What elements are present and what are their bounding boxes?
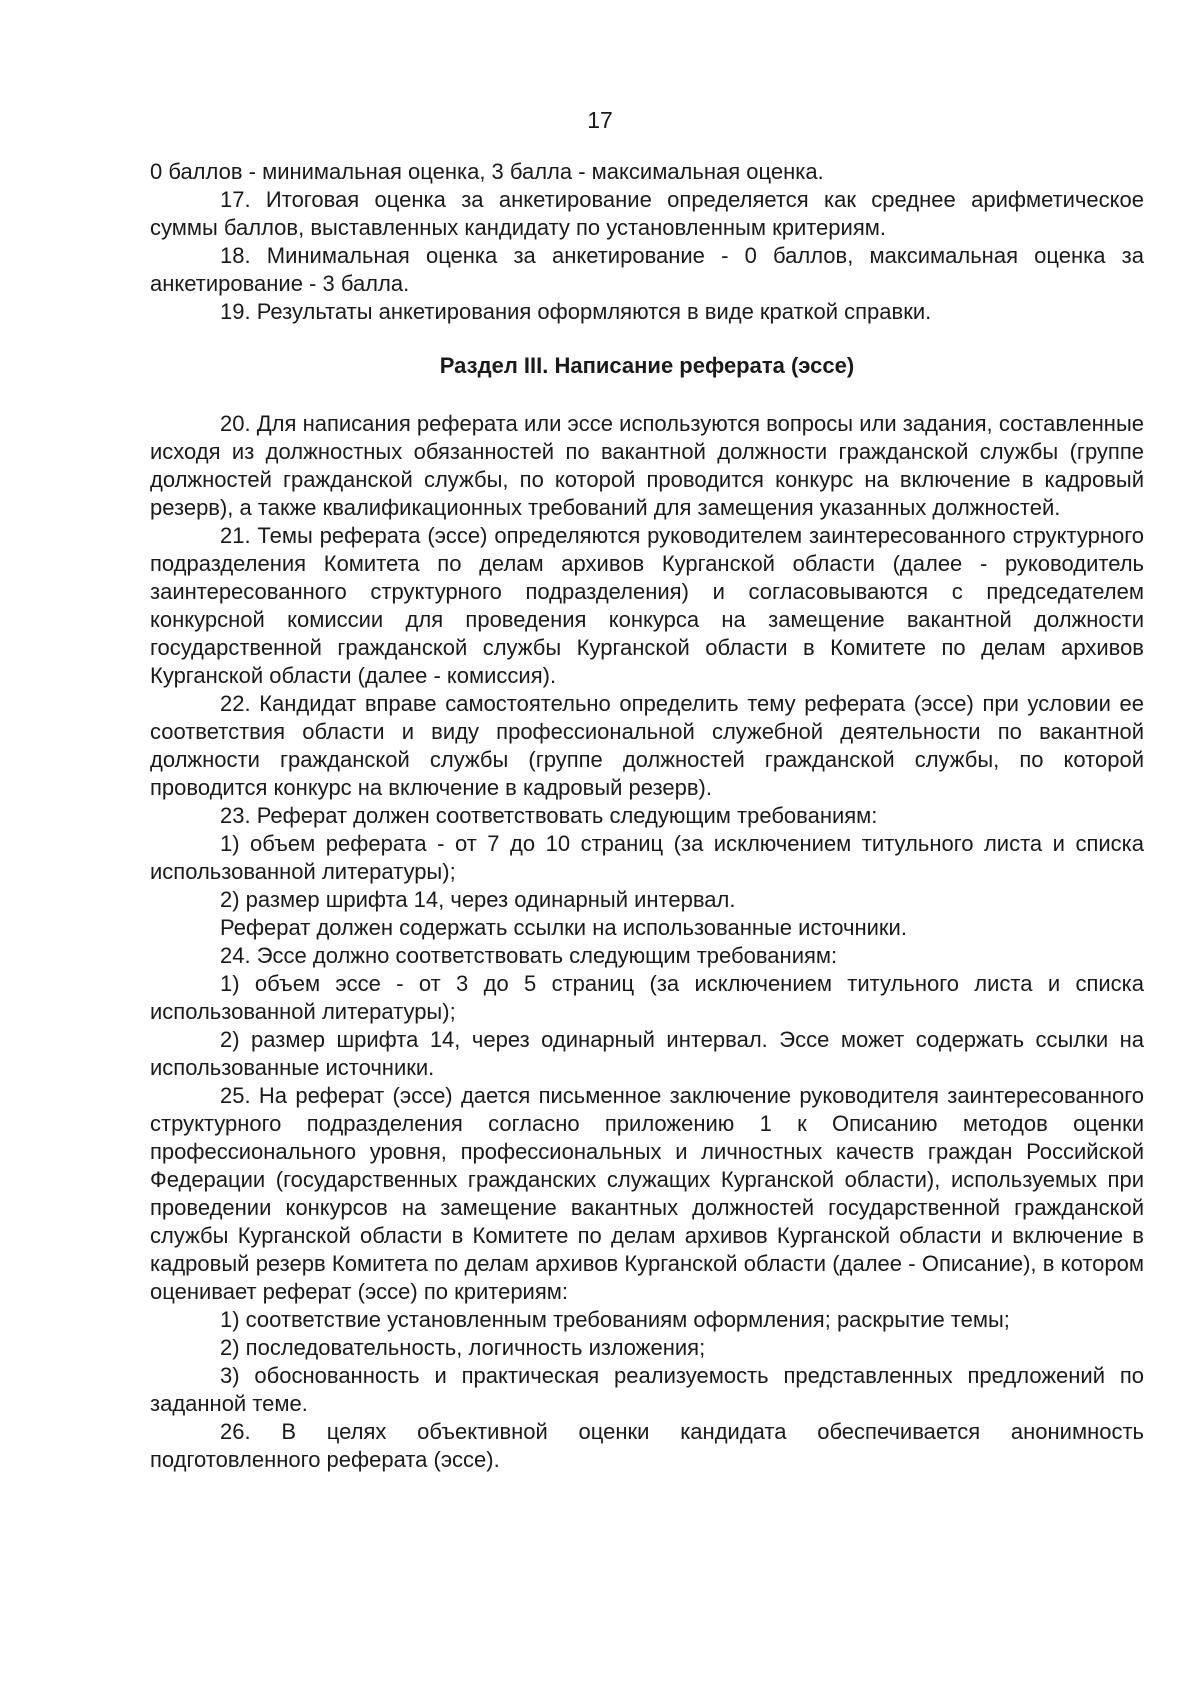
document-body bbox=[150, 158, 1144, 1474]
paragraph: 19. Результаты анкетирования оформляются в виде краткой справки. bbox=[220, 299, 932, 324]
paragraph: Реферат должен содержать ссылки на использованные источники. bbox=[220, 915, 907, 940]
paragraph: 18. Минимальная оценка за анкетирование - 0 баллов, максимальная оценка за анкетирование - 3 балла. bbox=[150, 243, 1144, 296]
list-item: 1) объем эссе - от 3 до 5 страниц (за исключением титульного листа и списка использованной литературы); bbox=[150, 971, 1144, 1024]
list-item: 3) обоснованность и практическая реализуемость представленных предложений по заданной теме. bbox=[150, 1363, 1144, 1416]
paragraph: 25. На реферат (эссе) дается письменное заключение руководителя заинтересованного структурного подразделения согласно приложению 1 к Описанию методов оценки профессионального уровня, профессиональных и личностных качеств граждан Российской Федерации (государственных гражданских служащих Курганской области), используемых при проведении конкурсов на замещение вакантных должностей государственной гражданской службы Курганской области в Комитете по делам архивов Курганской области и включение в кадровый резерв Комитета по делам архивов Курганской области (далее - Описание), в котором оценивает реферат (эссе) по критериям: bbox=[150, 1083, 1144, 1304]
paragraph: 0 баллов - минимальная оценка, 3 балла - максимальная оценка. bbox=[150, 159, 824, 184]
section-heading: Раздел III. Написание реферата (эссе) bbox=[439, 353, 855, 378]
list-item: 1) соответствие установленным требованиям оформления; раскрытие темы; bbox=[220, 1307, 1010, 1332]
paragraph: 17. Итоговая оценка за анкетирование определяется как среднее арифметическое суммы баллов, выставленных кандидату по установленным критериям. bbox=[150, 187, 1144, 240]
paragraph: 26. В целях объективной оценки кандидата обеспечивается анонимность подготовленного реферата (эссе). bbox=[150, 1419, 1144, 1472]
paragraph: 24. Эссе должно соответствовать следующим требованиям: bbox=[220, 943, 838, 968]
list-item: 2) размер шрифта 14, через одинарный интервал. bbox=[220, 887, 736, 912]
page-number: 17 bbox=[587, 107, 613, 133]
paragraph: 23. Реферат должен соответствовать следующим требованиям: bbox=[220, 803, 878, 828]
list-item: 2) последовательность, логичность изложения; bbox=[220, 1335, 706, 1360]
list-item: 2) размер шрифта 14, через одинарный интервал. Эссе может содержать ссылки на использованные источники. bbox=[150, 1027, 1144, 1080]
paragraph: 22. Кандидат вправе самостоятельно определить тему реферата (эссе) при условии ее соответствия области и виду профессиональной служебной деятельности по вакантной должности гражданской службы (группе должностей гражданской службы, по которой проводится конкурс на включение в кадровый резерв). bbox=[150, 691, 1144, 800]
paragraph: 20. Для написания реферата или эссе используются вопросы или задания, составленные исходя из должностных обязанностей по вакантной должности гражданской службы (группе должностей гражданской службы, по которой проводится конкурс на включение в кадровый резерв), а также квалификационных требований для замещения указанных должностей. bbox=[150, 411, 1144, 520]
list-item: 1) объем реферата - от 7 до 10 страниц (за исключением титульного листа и списка использованной литературы); bbox=[150, 831, 1144, 884]
paragraph: 21. Темы реферата (эссе) определяются руководителем заинтересованного структурного подразделения Комитета по делам архивов Курганской области (далее - руководитель заинтересованного структурного подразделения) и согласовываются с председателем конкурсной комиссии для проведения конкурса на замещение вакантной должности государственной гражданской службы Курганской области в Комитете по делам архивов Курганской области (далее - комиссия). bbox=[150, 523, 1144, 688]
